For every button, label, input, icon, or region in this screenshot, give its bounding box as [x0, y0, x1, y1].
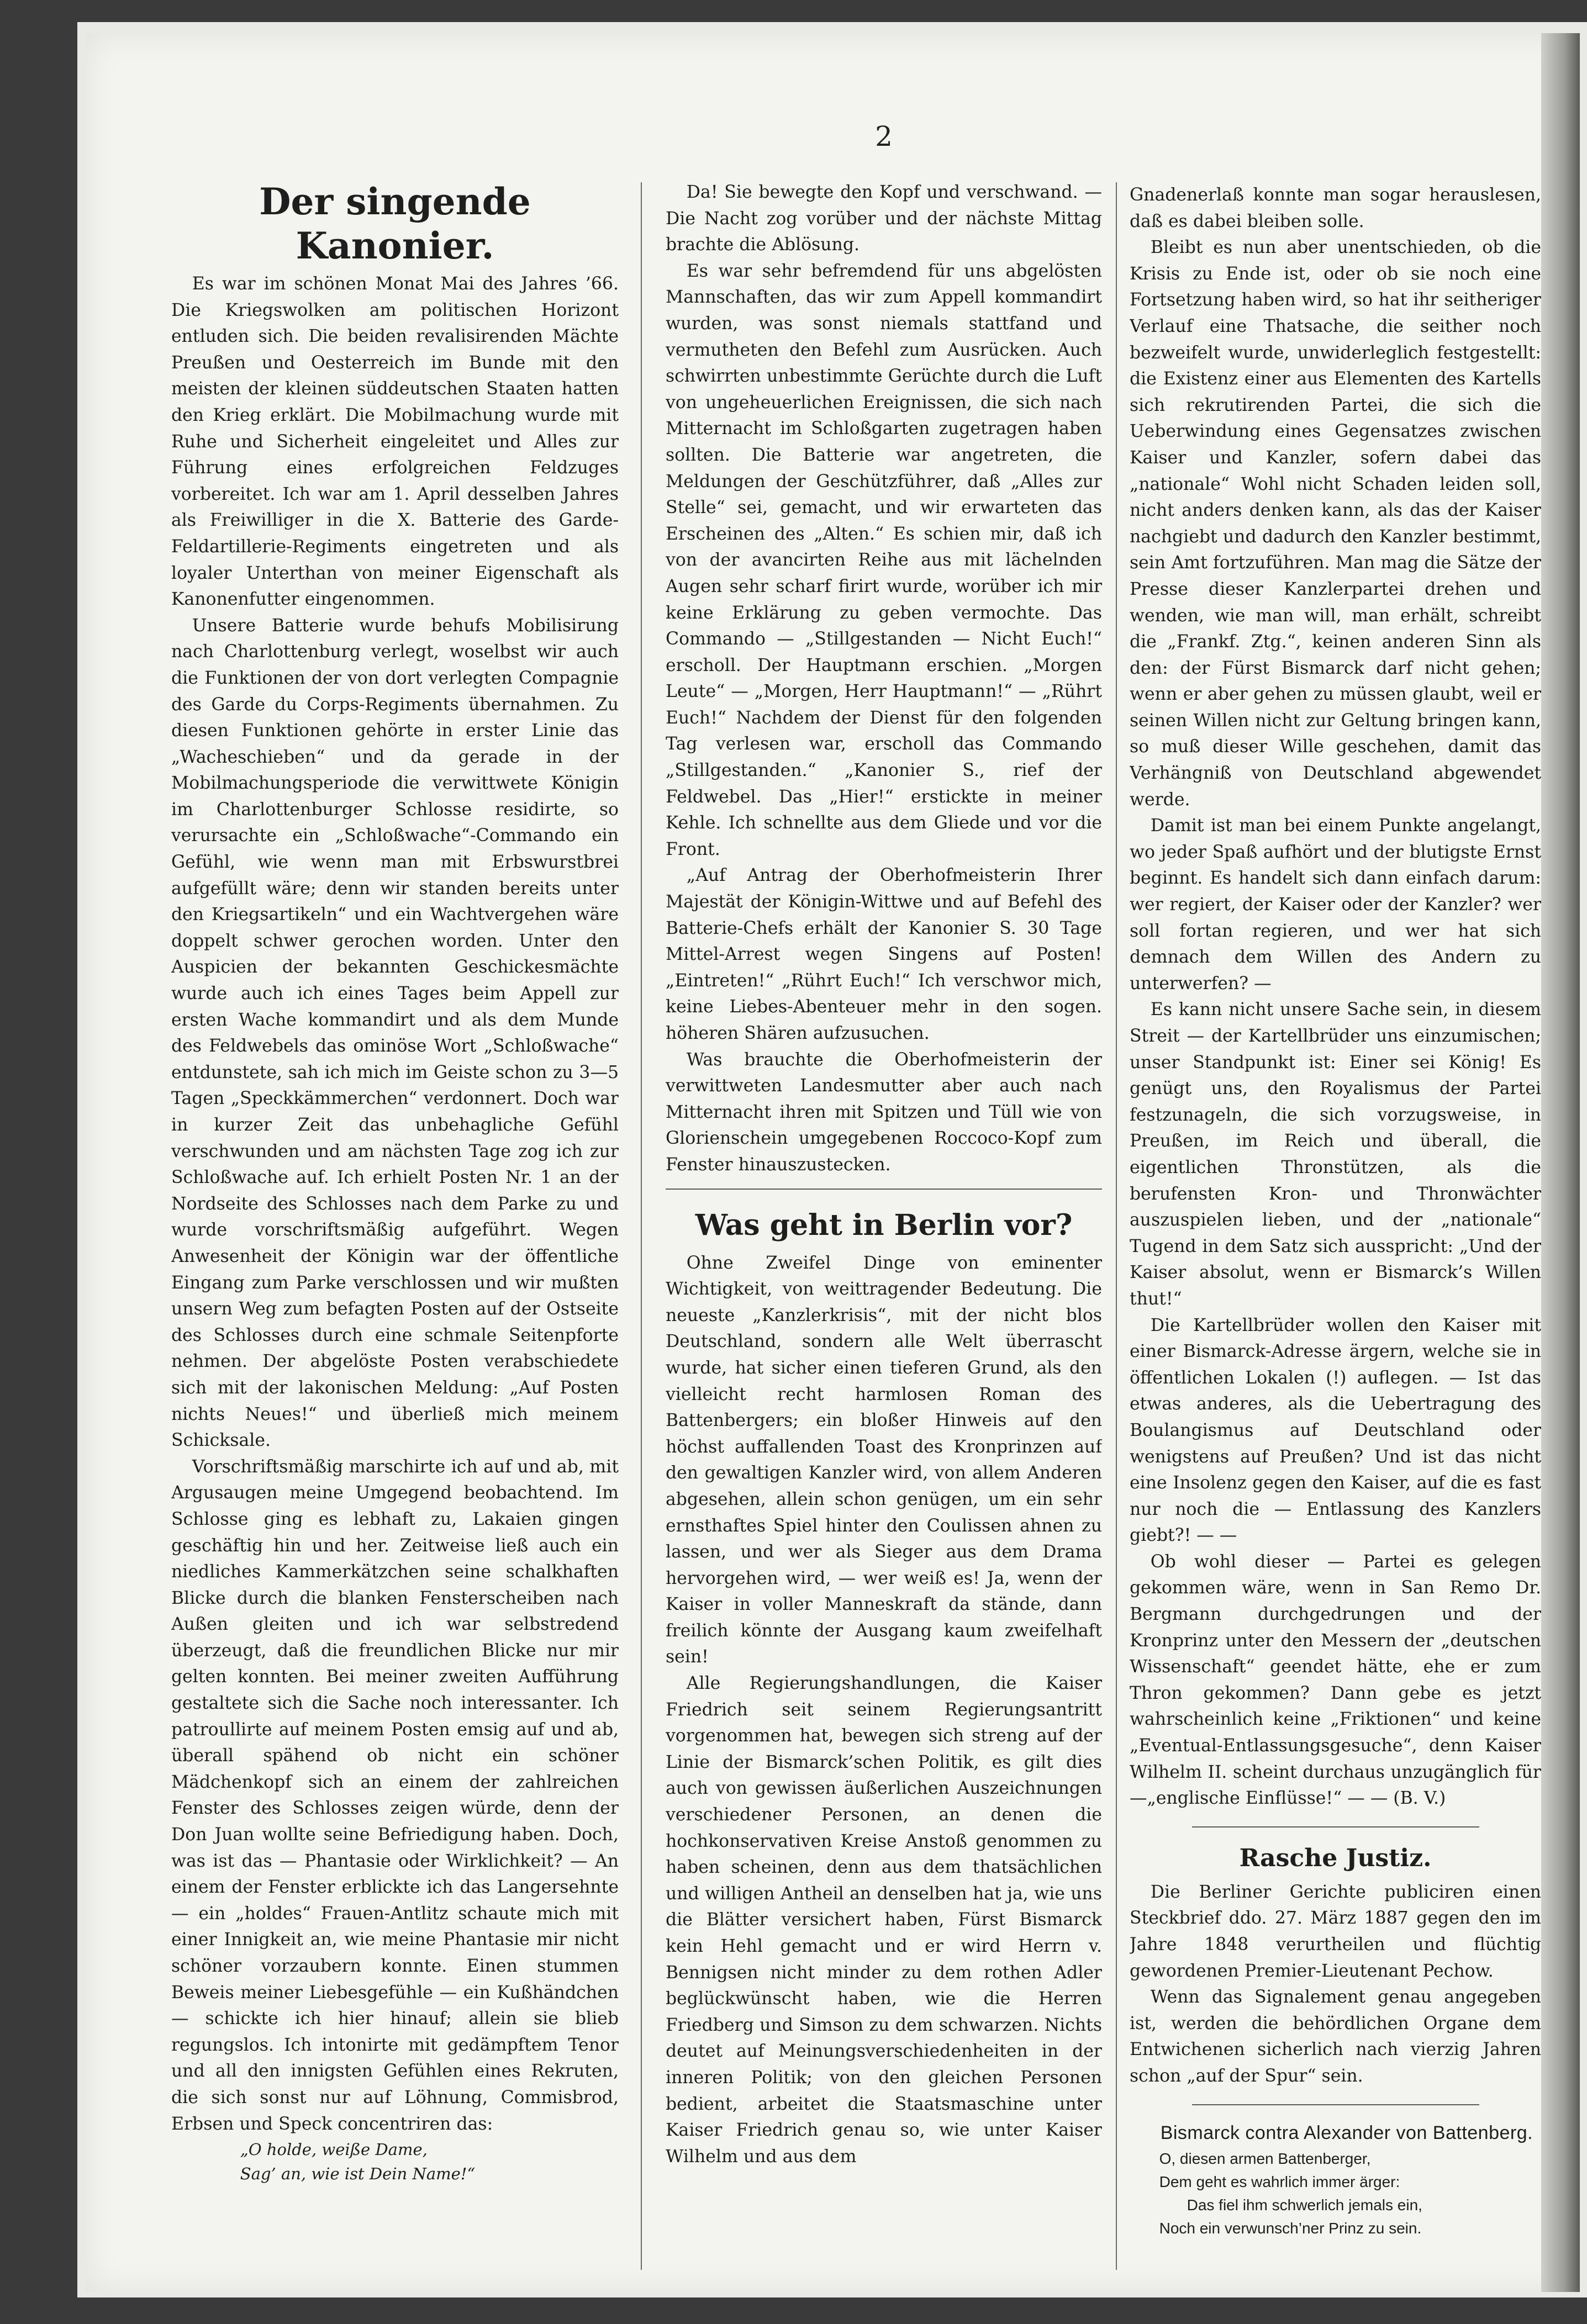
article-paragraph: „Auf Antrag der Oberhofmeisterin Ihrer Majestät der Königin-Wittwe und auf Befehl des Batterie-Chefs erhält der Kanonier S. 30 Tage Mittel-Arrest wegen Singens auf Posten! „Eintreten!“ „Rührt Euch!“ Ich verschwor mich, keine Liebes-Abenteuer mehr in den sogen. höheren Shären aufzusuchen.	[666, 865, 1102, 1043]
article-title: Rasche Justiz.	[1239, 1844, 1432, 1872]
column-rule	[1116, 182, 1117, 2270]
column-left	[171, 179, 619, 2297]
article-paragraph: Unsere Batterie wurde behufs Mobilisirung nach Charlottenburg verlegt, woselbst wir auch die Funktionen der von dort verlegten Compagnie des Garde du Corps-Regiments übernahmen. Zu diesen Funktionen gehörte in erster Linie das „Wacheschieben“ und da gerade in der Mobilmachungsperiode die verwittwete Königin im Charlottenburger Schlosse residirte, so verursachte ein „Schloßwache“-Commando ein Gefühl, wie wenn man mit Erbswurstbrei aufgefüllt wäre; denn wir standen bereits unter den Kriegsartikeln“ und ein Wachtvergehen wäre doppelt schwer gerochen worden. Unter den Auspicien der bekannten Geschickesmächte wurde auch ich eines Tages beim Appell zur ersten Wache kommandirt und als dem Munde des Feldwebels das ominöse Wort „Schloßwache“ entdunstete, sah ich mich im Geiste schon zu 3—5 Tagen „Speckkämmerchen“ verdonnert. Doch war in kurzer Zeit das unbehagliche Gefühl verschwunden und am nächsten Tage zog ich zur Schloßwache auf. Ich erhielt Posten Nr. 1 an der Nordseite des Schlosses nach dem Parke zu und wurde vorschriftsmäßig aufgeführt. Wegen Anwesenheit der Königin war der öffentliche Eingang zum Parke verschlossen und wir mußten unsern Weg zum befagten Posten auf der Ostseite des Schlosses durch eine schmale Seitenpforte nehmen. Der abgelöste Posten verabschiedete sich mit der lakonischen Meldung: „Auf Posten nichts Neues!“ und überließ mich meinem Schicksale.	[171, 615, 619, 1451]
article-title: Was geht in Berlin vor?	[695, 1208, 1073, 1242]
verse-line: „O holde, weiße Dame,	[240, 2140, 428, 2159]
article-paragraph: Ohne Zweifel Dinge von eminenter Wichtigkeit, von weittragender Bedeutung. Die neueste „Kanzlerkrisis“, mit der nicht blos Deutschland, sondern alle Welt überrascht wurde, hat sicher einen tieferen Grund, als den vielleicht recht harmlosen Roman des Battenbergers; ein bloßer Hinweis auf den höchst auffallenden Toast des Kronprinzen auf den gewaltigen Kanzler wird, von allem Anderen abgesehen, allein schon genügen, um ein sehr ernsthaftes Spiel hinter den Coulissen ahnen zu lassen, und wer als Sieger aus dem Drama hervorgehen wird, — wer weiß es! Ja, wenn der Kaiser in voller Manneskraft da stände, dann freilich könnte der Ausgang kaum zweifelhaft sein!	[666, 1253, 1102, 1667]
column-middle	[666, 179, 1102, 2297]
article-paragraph: Die Berliner Gerichte publiciren einen Steckbrief ddo. 27. März 1887 gegen den im Jahre 1848 verurtheilen und flüchtig gewordenen Premier-Lieutenant Pechow.	[1130, 1882, 1541, 1981]
article-paragraph: Ob wohl dieser — Partei es gelegen gekommen wäre, wenn in San Remo Dr. Bergmann durchgedrungen und der Kronprinz unter den Messern der „deutschen Wissenschaft“ geendet hätte, ehe er zum Thron gekommen? Dann gebe es jetzt wahrscheinlich keine „Friktionen“ und keine „Eventual-Entlassungsgesuche“, denn Kaiser Wilhelm II. scheint durchaus unzugänglich für —„englische Einflüsse!“ — — (B. V.)	[1130, 1551, 1541, 1809]
article-paragraph: Gnadenerlaß konnte man sogar herauslesen, daß es dabei bleiben solle.	[1130, 185, 1541, 231]
verse-line: Sag’ an, wie ist Dein Name!“	[240, 2164, 476, 2184]
poem-line: Dem geht es wahrlich immer ärger:	[1159, 2173, 1400, 2190]
section-divider	[1192, 2104, 1479, 2105]
poem-line: O, diesen armen Battenberger,	[1159, 2149, 1371, 2167]
column-rule	[641, 182, 642, 2270]
binding-shadow	[1541, 33, 1580, 2292]
article-paragraph: Bleibt es nun aber unentschieden, ob die Krisis zu Ende ist, oder ob sie noch eine Fortsetzung haben wird, so hat ihr seitheriger Verlauf eine Thatsache, die seither noch bezweifelt wurde, unwiderleglich festgestellt: die Existenz einer aus Elementen des Kartells sich rekrutirenden Partei, die sich die Ueberwindung eines Gegensatzes zwischen Kaiser und Kanzler, sofern dabei das „nationale“ Wohl nicht Schaden leiden soll, nicht anders denken kann, als das der Kaiser nachgiebt und dadurch den Kanzler bestimmt, sein Amt fortzuführen. Man mag die Sätze der Presse dieser Kanzlerpartei drehen und wenden, wie man will, man erhält, schreibt die „Frankf. Ztg.“, keinen anderen Sinn als den: der Fürst Bismarck darf nicht gehen; wenn er aber gehen zu müssen glaubt, weil er seinen Willen nicht zur Geltung bringen kann, so muß dieser Wille geschehen, damit das Verhängniß von Deutschland abgewendet werde.	[1130, 237, 1541, 810]
section-divider	[666, 1189, 1102, 1190]
poem-line: Das fiel ihm schwerlich jemals ein,	[1187, 2196, 1422, 2214]
article-paragraph: Vorschriftsmäßig marschirte ich auf und ab, mit Argusaugen meine Umgegend beobachtend. Im Schlosse ging es lebhaft zu, Lakaien gingen geschäftig hin und her. Zeitweise ließ auch ein niedliches Kammerkätzchen seine schalkhaften Blicke durch die blanken Fensterscheiben nach Außen gleiten und ich war selbstredend überzeugt, daß die freundlichen Blicke nur mir gelten konnten. Bei meiner zweiten Aufführung gestaltete sich die Sache noch interessanter. Ich patroullirte auf meinem Posten emsig auf und ab, überall spähend ob nicht ein schöner Mädchenkopf sich an einem der zahlreichen Fenster des Schlosses zeigen würde, denn der Don Juan wollte seine Befriedigung haben. Doch, was ist das — Phantasie oder Wirklichkeit? — An einem der Fenster erblickte ich das Langersehnte — ein „holdes“ Frauen-Antlitz schaute mich mit einer Innigkeit an, wie meine Phantasie mir nicht schöner vorzaubern konnte. Einen stummen Beweis meiner Liebesgefühle — ein Kußhändchen — schickte ich hier hinauf; allein sie blieb regungslos. Ich intonirte mit gedämpftem Tenor und all den innigsten Gefühlen eines Rekruten, die sich sonst nur auf Löhnung, Commisbrod, Erbsen und Speck concentriren das:	[171, 1456, 619, 2134]
article-paragraph: Wenn das Signalement genau angegeben ist, werden die behördlichen Organe dem Entwichenen sicherlich nach vierzig Jahren schon „auf der Spur“ sein.	[1130, 1987, 1541, 2086]
article-paragraph: Die Kartellbrüder wollen den Kaiser mit einer Bismarck-Adresse ärgern, welche sie in öffentlichen Lokalen (!) auflegen. — Ist das etwas anderes, als die Uebertragung des Boulangismus auf Deutschland oder wenigstens auf Preußen? Und ist das nicht eine Insolenz gegen den Kaiser, auf die es fast nur noch die — Entlassung des Kanzlers giebt?! — —	[1130, 1315, 1541, 1546]
page-number: 2	[875, 120, 893, 152]
poem-line: Noch ein verwunsch’ner Prinz zu sein.	[1159, 2219, 1422, 2237]
poem-title: Bismarck contra Alexander von Battenberg.	[1160, 2122, 1533, 2143]
article-paragraph: Es war im schönen Monat Mai des Jahres ’66. Die Kriegswolken am politischen Horizont entluden sich. Die beiden revalisirenden Mächte Preußen und Oesterreich im Bunde mit den meisten der kleinen süddeutschen Staaten hatten den Krieg erklärt. Die Mobilmachung wurde mit Ruhe und Sicherheit eingeleitet und Alles zur Führung eines erfolgreichen Feldzuges vorbereitet. Ich war am 1. April desselben Jahres als Freiwilliger in die X. Batterie des Garde-Feldartillerie-Regiments eingetreten und als loyaler Unterthan von meiner Eigenschaft als Kanonenfutter eingenommen.	[171, 274, 619, 610]
article-paragraph: Es kann nicht unsere Sache sein, in diesem Streit — der Kartellbrüder uns einzumischen; unser Standpunkt ist: Einer sei König! Es genügt uns, den Royalismus der Partei festzunageln, die sich vorzugsweise, in Preußen, im Reich und überall, die eigentlichen Thronstützen, als die berufensten Kron- und Thronwächter auszuspielen lieben, und der „nationale“ Tugend in dem Satz sich ausspricht: „Und der Kaiser absolut, wenn er Bismarck’s Willen thut!“	[1130, 1000, 1541, 1309]
article-title: Der singende Kanonier.	[259, 180, 531, 267]
article-paragraph: Da! Sie bewegte den Kopf und verschwand. — Die Nacht zog vorüber und der nächste Mittag brachte die Ablösung.	[666, 182, 1102, 255]
column-right	[1130, 182, 1541, 2300]
article-paragraph: Damit ist man bei einem Punkte angelangt, wo jeder Spaß aufhört und der blutigste Ernst beginnt. Es handelt sich dann einfach darum: wer regiert, der Kaiser oder der Kanzler? wer soll fortan regieren, und wer hat sich demnach dem Willen des Andern zu unterwerfen? —	[1130, 816, 1541, 994]
article-paragraph: Was brauchte die Oberhofmeisterin der verwittweten Landesmutter aber auch nach Mitternacht ihren mit Spitzen und Tüll wie von Glorienschein umgegebenen Roccoco-Kopf zum Fenster hinauszustecken.	[666, 1049, 1102, 1175]
article-paragraph: Alle Regierungshandlungen, die Kaiser Friedrich seit seinem Regierungsantritt vorgenommen hat, bewegen sich streng auf der Linie der Bismarck’schen Politik, es gilt dies auch von gewissen äußerlichen Auszeichnungen verschiedener Personen, an denen die hochkonservativen Kreise Anstoß genommen zu haben scheinen, denn aus dem thatsächlichen und willigen Antheil an denselben hat ja, wie uns die Blätter versichert haben, Fürst Bismarck kein Hehl gemacht und er wird Herrn v. Bennigsen nicht minder zu dem rothen Adler beglückwünscht haben, wie die Herren Friedberg und Simson zu dem schwarzen. Nichts deutet auf Meinungsverschiedenheiten in der inneren Politik; von den gleichen Personen bedient, arbeitet die Staatsmaschine unter Kaiser Friedrich genau so, wie unter Kaiser Wilhelm und aus dem	[666, 1673, 1102, 2167]
article-paragraph: Es war sehr befremdend für uns abgelösten Mannschaften, das wir zum Appell kommandirt wurden, was sonst niemals stattfand und vermutheten den Befehl zum Ausrücken. Auch schwirrten unbestimmte Gerüchte durch die Luft von ungeheuerlichen Ereignissen, die sich nach Mitternacht im Schloßgarten zugetragen haben sollten. Die Batterie war angetreten, die Meldungen der Geschützführer, daß „Alles zur Stelle“ sei, gemacht, und wir erwarteten das Erscheinen des „Alten.“ Es schien mir, daß ich von der avancirten Reihe aus mit lächelnden Augen sehr scharf firirt wurde, worüber ich mir keine Erklärung zu geben vermochte. Das Commando — „Stillgestanden — Nicht Euch!“ erscholl. Der Hauptmann erschien. „Morgen Leute“ — „Morgen, Herr Hauptmann!“ — „Rührt Euch!“ Nachdem der Dienst für den folgenden Tag verlesen war, erscholl das Commando „Stillgestanden.“ „Kanonier S., rief der Feldwebel. Das „Hier!“ erstickte in meiner Kehle. Ich schnellte aus dem Gliede und vor die Front.	[666, 261, 1102, 859]
section-divider	[1192, 1826, 1479, 1827]
